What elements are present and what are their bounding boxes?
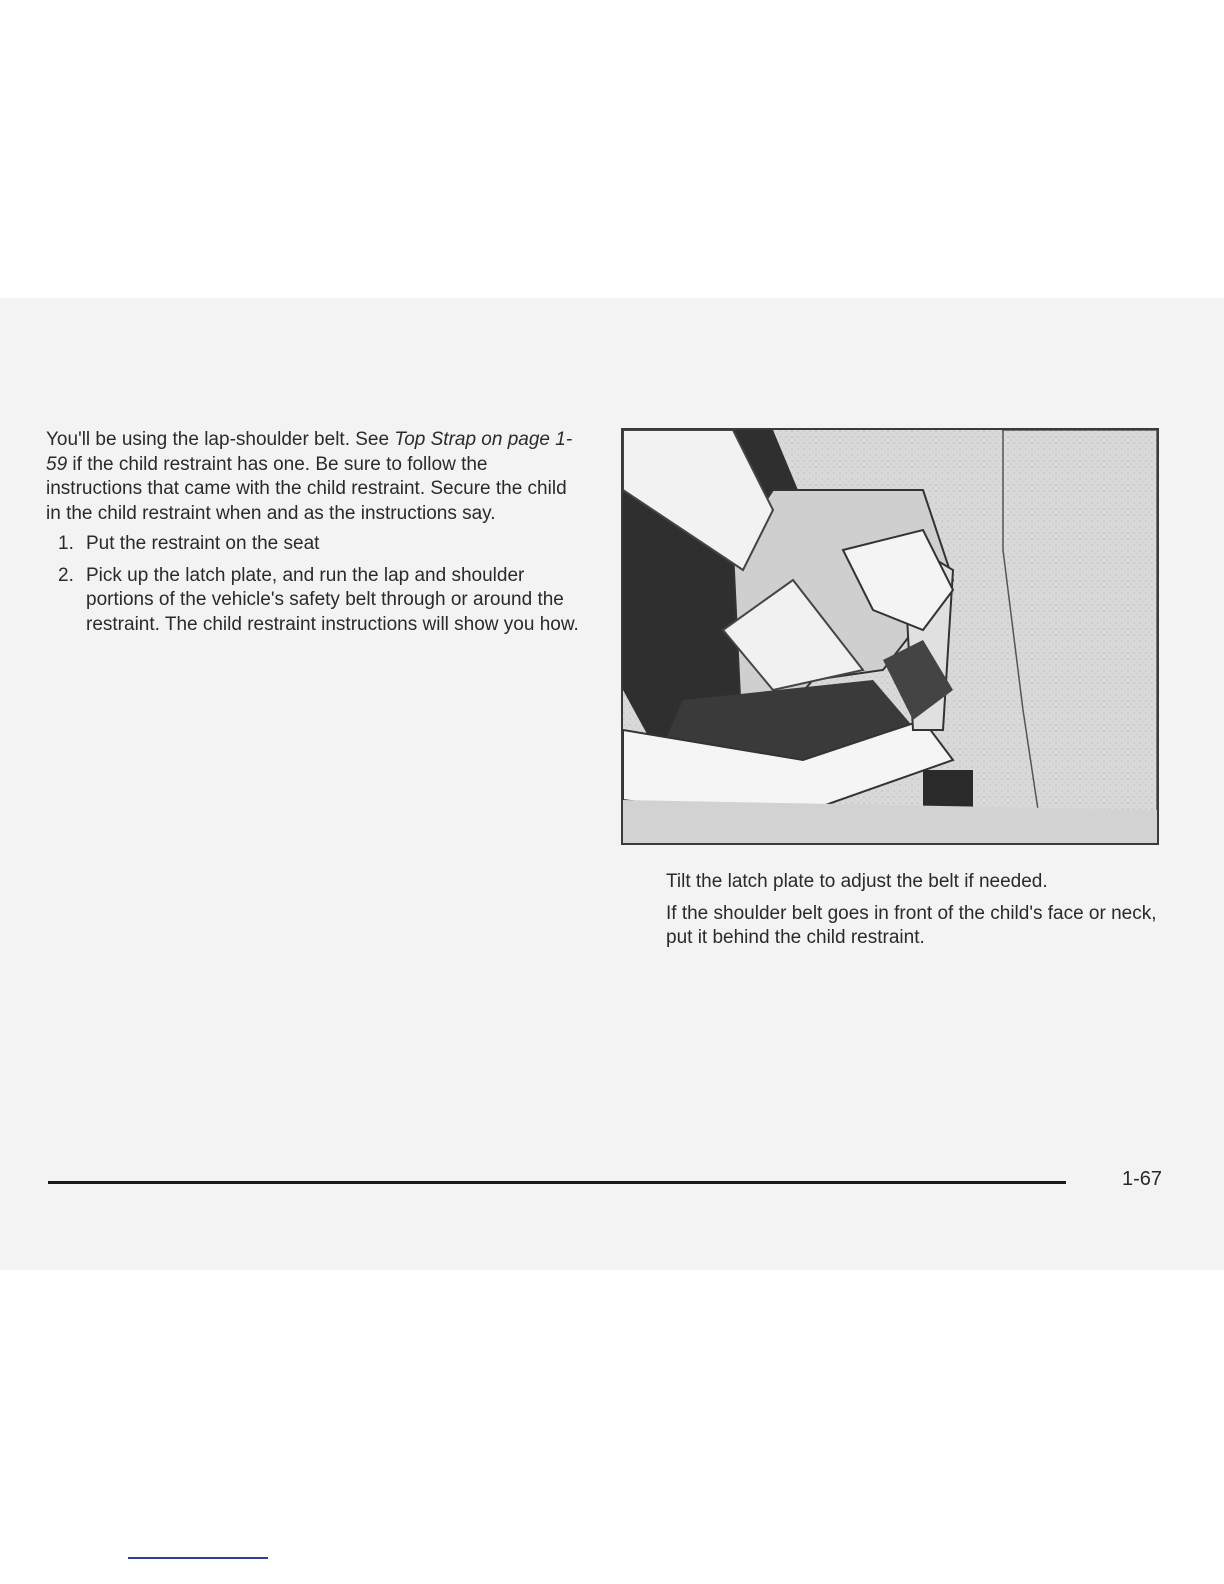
latch-plate-illustration xyxy=(621,428,1159,845)
bottom-link-underline xyxy=(128,1557,268,1559)
page-number: 1-67 xyxy=(1122,1168,1163,1190)
footer-rule xyxy=(48,1181,1066,1184)
intro-paragraph xyxy=(46,428,586,526)
intro-text-2: if the child restraint has one. Be sure to follow the instructions that came with the child restraint. Secure the child in the child restraint when and as the instructions say. xyxy=(46,453,567,524)
step-number: 2. xyxy=(58,564,74,586)
top-strap-reference-link[interactable]: Top Strap on page 1-59 xyxy=(46,429,573,475)
step-number: 1. xyxy=(58,533,74,554)
steps-list xyxy=(46,532,586,637)
step-item xyxy=(46,532,586,557)
instructions-column xyxy=(46,428,586,644)
step-item xyxy=(46,564,586,638)
intro-text-1: You'll be using the lap-shoulder belt. See xyxy=(46,429,395,450)
caption-paragraph-1: Tilt the latch plate to adjust the belt if needed. xyxy=(666,871,1048,892)
step-text: Pick up the latch plate, and run the lap and shoulder portions of the vehicle's safety belt through or around the restraint. The child restraint instructions will show you how. xyxy=(86,564,579,635)
step-text: Put the restraint on the seat xyxy=(86,533,320,554)
caption-paragraph-2: If the shoulder belt goes in front of the child's face or neck, put it behind the child restraint. xyxy=(666,902,1157,948)
caption-column xyxy=(666,870,1166,958)
